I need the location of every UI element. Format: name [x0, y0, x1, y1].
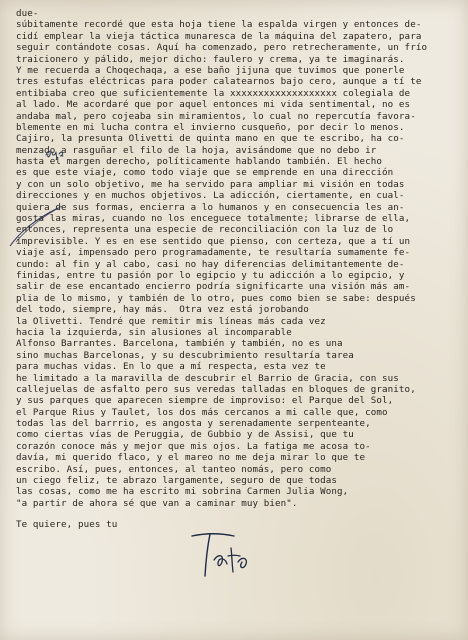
letter-line: y con un solo objetivo, me ha servido para ampliar mi visión en todas	[16, 178, 405, 190]
letter-line: como ciertas vías de Peruggia, de Gubbio y de Assisi, que tu	[16, 429, 354, 441]
letter-line: gosta las miras, cuando no los enceguece totalmente; librarse de ella,	[16, 213, 411, 225]
closing-line: Te quiere, pues tu	[16, 519, 118, 531]
letter-line: el Parque Rius y Taulet, los dos más cercanos a mi calle que, como	[16, 406, 388, 418]
letter-line: un ciego feliz, te abrazo largamente, seguro de que todas	[16, 475, 337, 487]
closing-spacer	[16, 509, 456, 519]
letter-line: finidas, entre tu pasión por lo egipcio y tu adicción a lo egipcio, y	[16, 269, 405, 281]
letter-line: callejuelas de asfalto pero sus veredas talladas en bloques de granito,	[16, 383, 416, 395]
letter-line: blemente en mi lucha contra el invierno cusqueño, por decir lo menos.	[16, 121, 405, 133]
letter-line: seguir contándote cosas. Aquí ha comenzado, pero retrecheramente, un frío	[16, 42, 428, 54]
letter-body	[16, 8, 456, 531]
letter-line: quiera de sus formas, encierra a lo humanos y en consecuencia les an-	[16, 201, 405, 213]
letter-line: sino muchas Barcelonas, y su descubrimiento resultaría tarea	[16, 349, 354, 361]
letter-line: entibiaba creo que suficientemente la xxxxxxxxxxxxxxxxxxx colegiala de	[16, 87, 411, 99]
letter-line: "a partir de ahora sé que van a caminar muy bien".	[16, 497, 298, 509]
letter-line: Y me recuerda a Choqechaqa, a ese baño jijuna que tuvimos que ponerle	[16, 64, 405, 76]
margin-ink-stroke	[6, 202, 64, 252]
letter-line: las cosas, como me ha escrito mi sobrina Carmen Julia Wong,	[16, 486, 349, 498]
letter-line: al lado. Me acordaré que por aquel entonces mi vida sentimental, no es	[16, 99, 411, 111]
letter-line: para muchas vidas. En lo que a mí respecta, esta vez te	[16, 361, 326, 373]
letter-line: hasta el margen derecho, políticamente hablando también. El hecho	[16, 156, 383, 168]
letter-line: he limitado a la maravilla de descubrir el Barrio de Gracia, con sus	[16, 372, 399, 384]
letter-line: andaba mal, pero cojeaba sin miramientos, lo cual no repercutía favora-	[16, 110, 416, 122]
letter-line: plia de lo mismo, y también de lo otro, pues como bien se sabe: después	[16, 292, 416, 304]
letter-line: la Olivetti. Tendré que remitir mis líneas más cada vez	[16, 315, 326, 327]
letter-line: es que este viaje, como todo viaje que se emprende en una dirección	[16, 167, 394, 179]
margin-handwritten-note	[44, 146, 66, 160]
letter-line: davía, mi querido flaco, y el mareo no me deja mirar lo que te	[16, 452, 366, 464]
letter-line: menzado a rasguñar el filo de la hoja, avisándome que no debo ir	[16, 144, 377, 156]
letter-line: Alfonso Barrantes. Barcelona, también y también, no es una	[16, 338, 343, 350]
handwritten-signature	[186, 530, 256, 586]
letter-line: cidí emplear la vieja táctica munaresca de la máquina del zapatero, para	[16, 30, 422, 42]
letter-line: hacia la izquierda, sin alusiones al incomparable	[16, 326, 292, 338]
letter-line: escribo. Así, pues, entonces, al tanteo nomás, pero como	[16, 463, 332, 475]
letter-line: imprevisible. Y es en ese sentido que pienso, con certeza, que a tí un	[16, 235, 411, 247]
letter-line: entonces, representa una especie de reconciliación con la luz de lo	[16, 224, 394, 236]
letter-line: tres estufas eléctricas para poder calatearnos bajo cero, aunque a tí te	[16, 76, 422, 88]
letter-line: salir de ese encantado encierro podría significarte una visión más am-	[16, 281, 411, 293]
letter-line: corazón conoce más y mejor que mis ojos. La fatiga me acosa to-	[16, 440, 371, 452]
letter-line: Cajiro, la presunta Olivetti de quinta mano en que te escribo, ha co-	[16, 133, 405, 145]
letter-line: del todo, siempre, hay más. Otra vez está jorobando	[16, 304, 309, 316]
letter-line: todas las del barrrio, es angosta y serenadamente serpenteante,	[16, 418, 371, 430]
letter-line: cundo: al fin y al cabo, casi no hay diferencias delimitantemente de-	[16, 258, 405, 270]
letter-line: súbitamente recordé que esta hoja tiene la espalda virgen y entonces de-	[16, 19, 422, 31]
letter-line: due-	[16, 8, 39, 19]
letter-line: viaje así, impensado pero programadamente, te resultaría sumamente fe-	[16, 247, 411, 259]
letter-line: traicionero y pálido, mejor dicho: faulero y crema, ya te imaginarás.	[16, 53, 405, 65]
letter-line: y sus parques que aparecen siempre de improviso: el Parque del Sol,	[16, 395, 394, 407]
letter-line: direcciones y en muchos objetivos. La adicción, ciertamente, en cual-	[16, 190, 405, 202]
